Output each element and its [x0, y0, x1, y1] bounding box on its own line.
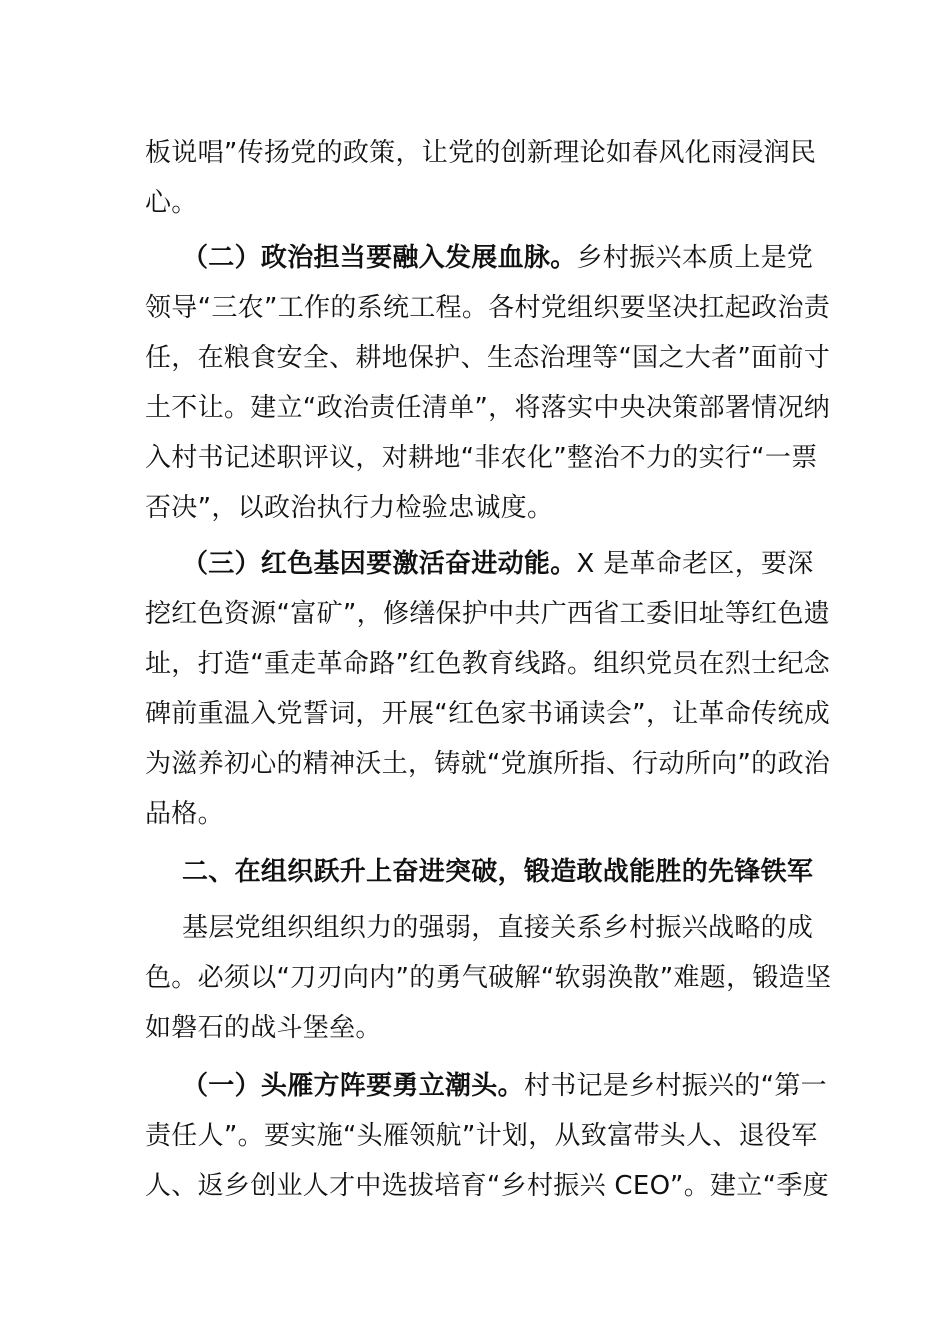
paragraph-text: X 是革命老区，要深: [576, 549, 814, 579]
paragraph-line: 任，在粮食安全、耕地保护、生态治理等“国之大者”面前寸: [145, 343, 831, 373]
paragraph-line: 领导“三农”工作的系统工程。各村党组织要坚决扛起政治责: [145, 293, 831, 323]
paragraph-line: [182, 1070, 827, 1102]
subheading: （二）政治担当要融入发展血脉。: [182, 243, 577, 273]
paragraph-line: 挖红色资源“富矿”，修缮保护中共广西省工委旧址等红色遗: [145, 599, 831, 629]
paragraph-line: 板说唱”传扬党的政策，让党的创新理论如春风化雨浸润民: [145, 138, 817, 168]
paragraph-line: 为滋养初心的精神沃土，铸就“党旗所指、行动所向”的政治: [145, 749, 831, 779]
paragraph-line: 否决”，以政治执行力检验忠诚度。: [145, 493, 554, 523]
subheading: （一）头雁方阵要勇立潮头。: [182, 1071, 524, 1101]
paragraph-line: 人、返乡创业人才中选拔培育“乡村振兴 CEO”。建立“季度: [145, 1171, 829, 1201]
paragraph-line: [182, 548, 814, 580]
paragraph-line: 色。必须以“刀刃向内”的勇气破解“软弱涣散”难题，锻造坚: [145, 963, 832, 993]
paragraph-line: 如磐石的战斗堡垒。: [145, 1013, 382, 1043]
paragraph-line: 责任人”。要实施“头雁领航”计划，从致富带头人、退役军: [145, 1121, 818, 1151]
paragraph-line: 址，打造“重走革命路”红色教育线路。组织党员在烈士纪念: [145, 649, 831, 679]
paragraph-text: 村书记是乡村振兴的“第一: [523, 1071, 827, 1101]
subheading: （三）红色基因要激活奋进动能。: [182, 549, 577, 579]
paragraph-line: 品格。: [145, 799, 224, 829]
paragraph-line: 碑前重温入党誓词，开展“红色家书诵读会”，让革命传统成: [145, 699, 831, 729]
paragraph-line: 入村书记述职评议，对耕地“非农化”整治不力的实行“一票: [145, 443, 818, 473]
section-title: 二、在组织跃升上奋进突破，锻造敢战能胜的先锋铁军: [182, 857, 814, 887]
paragraph-line: [182, 242, 813, 274]
paragraph-text: 乡村振兴本质上是党: [576, 243, 814, 273]
paragraph-line: 基层党组织组织力的强弱，直接关系乡村振兴战略的成: [182, 913, 814, 943]
paragraph-line: 土不让。建立“政治责任清单”，将落实中央决策部署情况纳: [145, 393, 831, 423]
paragraph-line: 心。: [145, 188, 198, 218]
